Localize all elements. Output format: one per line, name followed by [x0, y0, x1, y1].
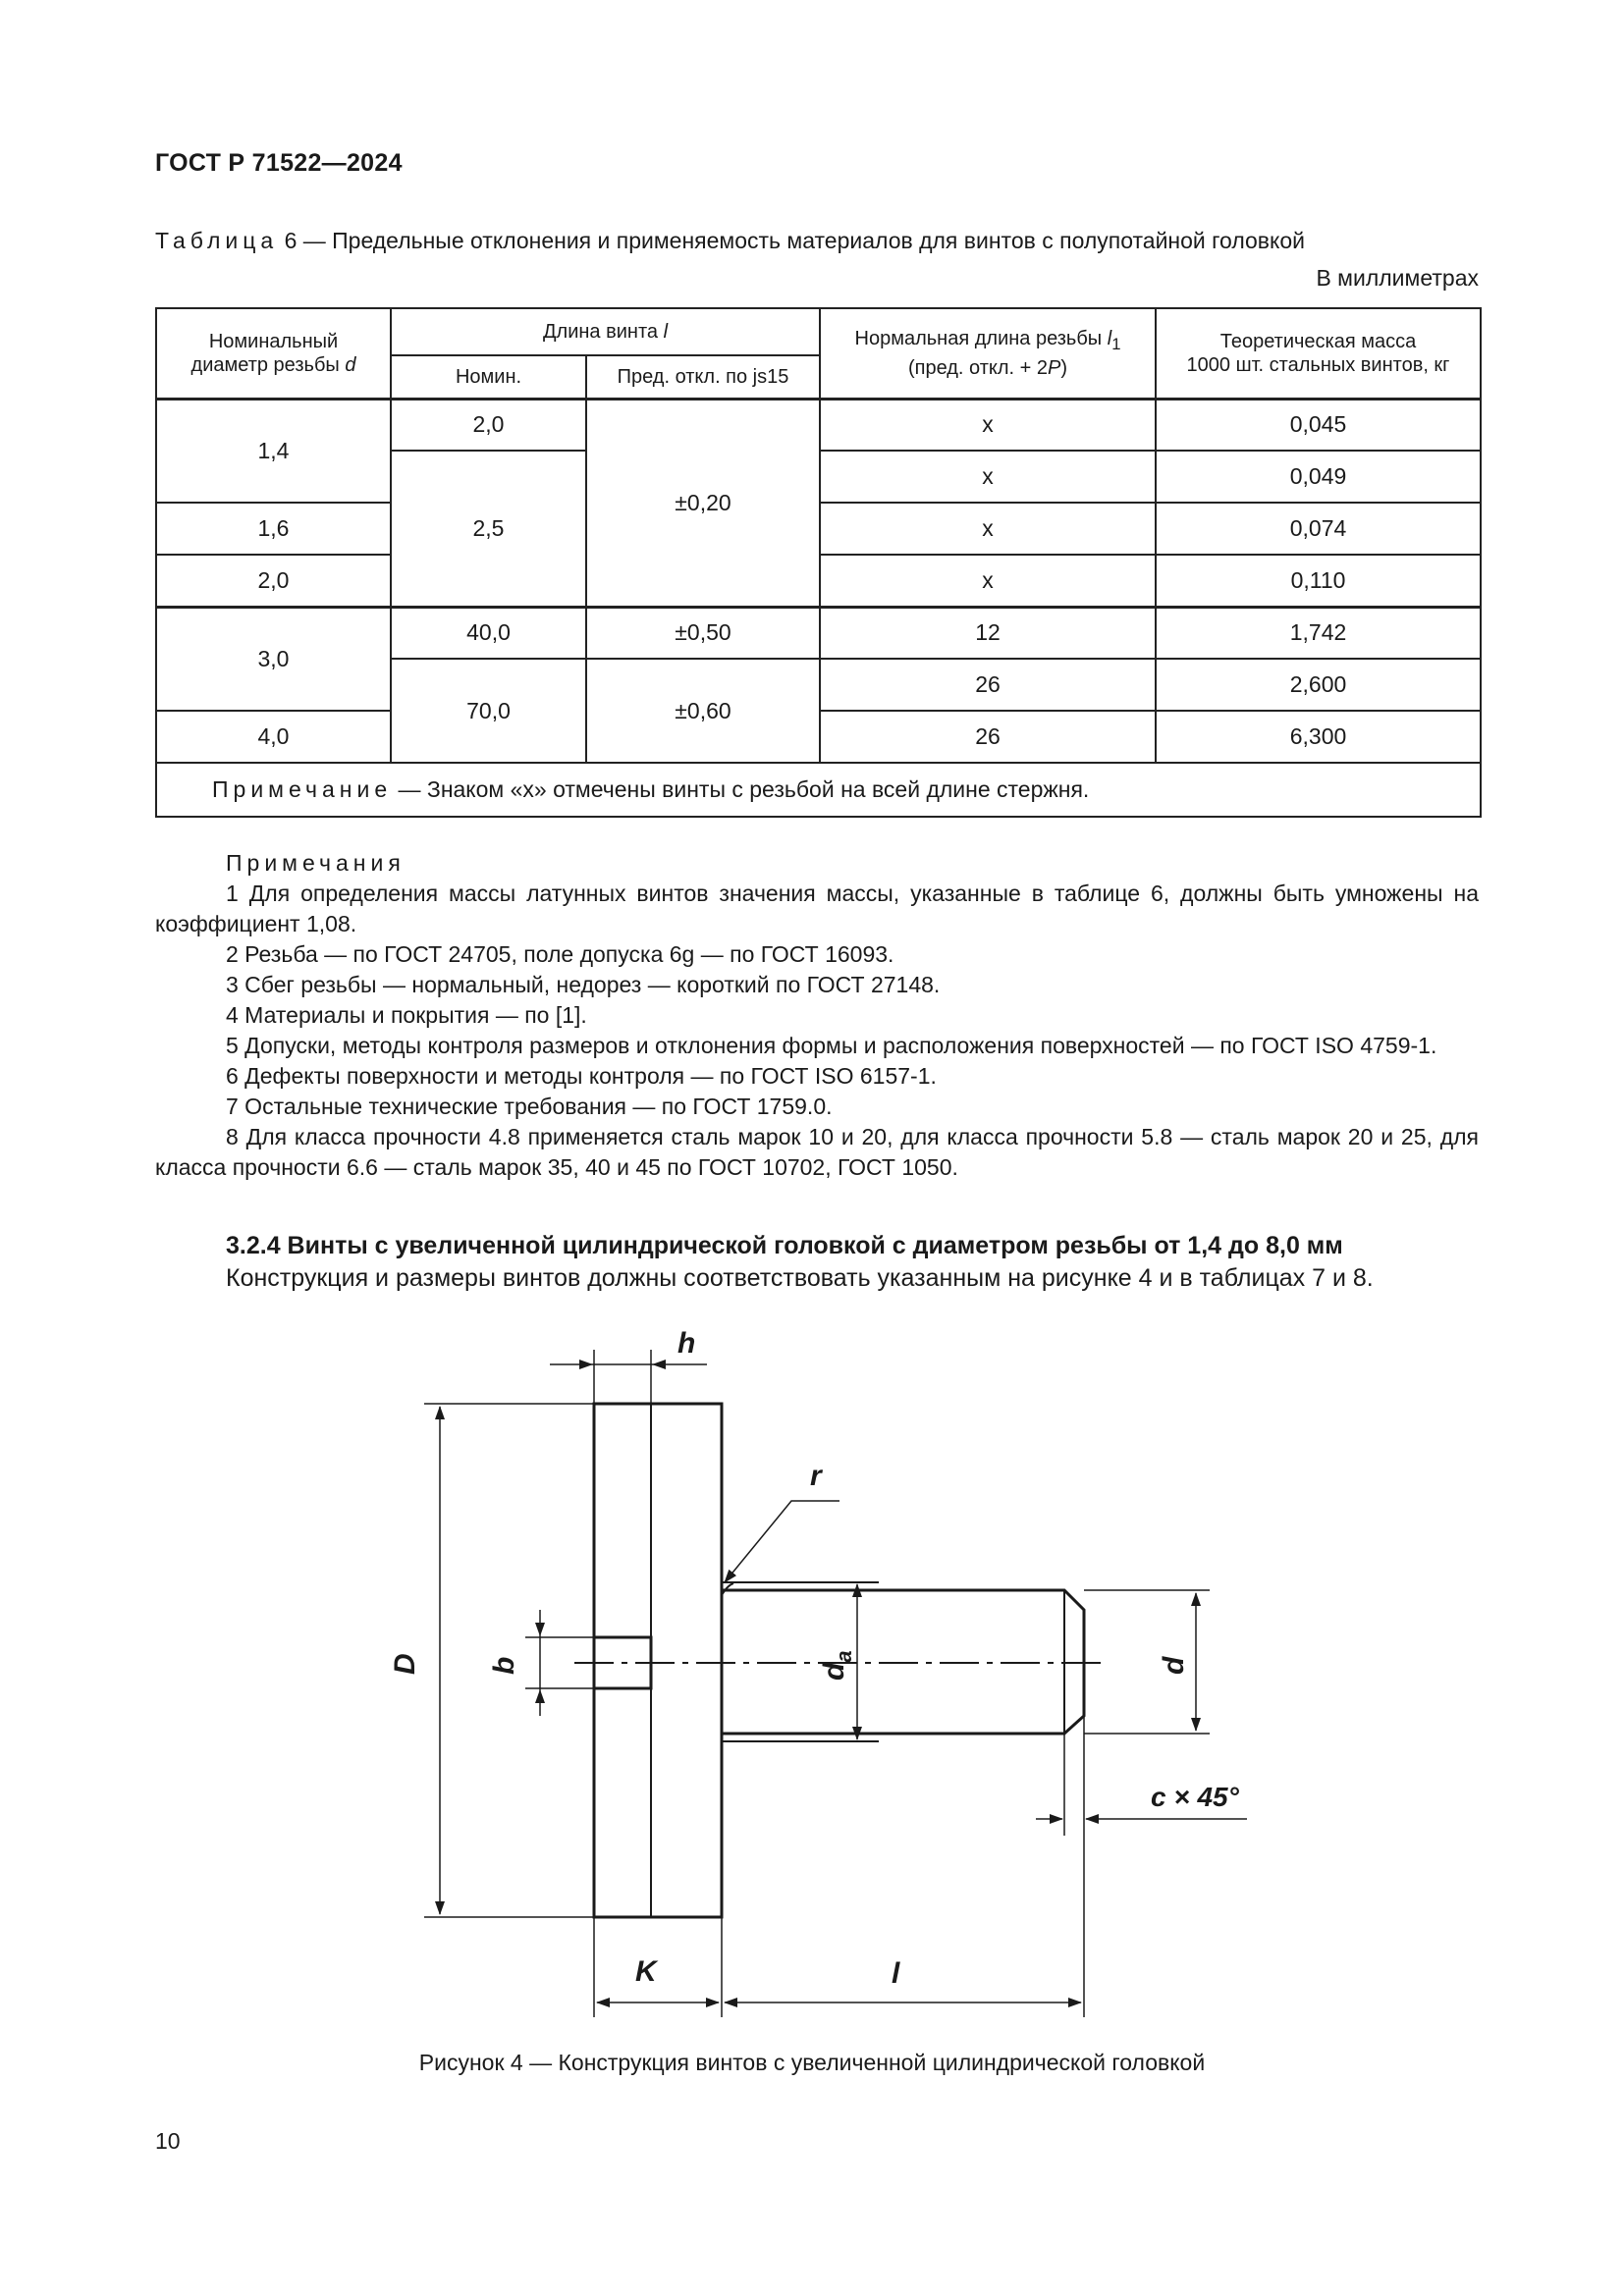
document-header: ГОСТ Р 71522—2024 — [155, 149, 403, 177]
cell-length: 2,0 — [391, 399, 586, 451]
label-K: K — [635, 1955, 657, 1988]
label-da: $d_a$ — [818, 1650, 856, 1681]
label-b: b — [488, 1656, 520, 1675]
label-r: r — [810, 1460, 822, 1492]
table-units: В миллиметрах — [1316, 265, 1479, 291]
screw-drawing — [0, 1315, 1624, 2042]
cell-thread: x — [820, 555, 1156, 607]
cell-thread: x — [820, 451, 1156, 503]
cell-thread: 26 — [820, 711, 1156, 763]
note-item: 6 Дефекты поверхности и методы контроля — по ГОСТ ISO 6157-1. — [226, 1063, 937, 1089]
cell-thread: 26 — [820, 659, 1156, 711]
header-mass: Теоретическая масса 1000 шт. стальных винтов, кг — [1156, 308, 1481, 399]
cell-mass: 0,110 — [1156, 555, 1481, 607]
note-item: 2 Резьба — по ГОСТ 24705, поле допуска 6g — по ГОСТ 16093. — [226, 941, 894, 967]
header-thread-length: Нормальная длина резьбы $l_1$ (пред. откл. + 2P) — [820, 308, 1156, 399]
notes-title: Примечания — [226, 850, 406, 876]
label-h: h — [677, 1327, 696, 1360]
leader-r — [725, 1501, 839, 1582]
cell-thread: x — [820, 503, 1156, 555]
section-heading: 3.2.4 Винты с увеличенной цилиндрической головкой с диаметром резьбы от 1,4 до 8,0 мм — [226, 1232, 1343, 1259]
cell-length: 40,0 — [391, 607, 586, 659]
note-item: 8 Для класса прочности 4.8 применяется сталь марок 10 и 20, для класса прочности 5.8 — сталь марок 20 и 25, для класса прочности 6.6 — сталь марок 35, 40 и 45 по ГОСТ 10702, ГОСТ 1050. — [155, 1124, 1479, 1180]
table-caption — [155, 226, 1479, 255]
table-note: Примечание — Знаком «x» отмечены винты с резьбой на всей длине стержня. — [156, 763, 1481, 817]
cell-mass: 0,045 — [1156, 399, 1481, 451]
section-text: Конструкция и размеры винтов должны соответствовать указанным на рисунке 4 и в таблицах 7 и 8. — [226, 1264, 1374, 1292]
figure-caption: Рисунок 4 — Конструкция винтов с увеличенной цилиндрической головкой — [418, 2050, 1206, 2075]
cell-mass: 1,742 — [1156, 607, 1481, 659]
cell-length: 70,0 — [391, 659, 586, 763]
cell-mass: 0,049 — [1156, 451, 1481, 503]
note-item: 5 Допуски, методы контроля размеров и отклонения формы и расположения поверхностей — по ГОСТ ISO 4759-1. — [226, 1033, 1437, 1058]
cell-tolerance: ±0,60 — [586, 659, 820, 763]
cell-mass: 2,600 — [1156, 659, 1481, 711]
header-tolerance: Пред. откл. по js15 — [586, 355, 820, 399]
label-l: l — [892, 1957, 900, 1990]
cell-diameter: 1,6 — [156, 503, 391, 555]
cell-tolerance: ±0,20 — [586, 399, 820, 607]
cell-thread: 12 — [820, 607, 1156, 659]
cell-diameter: 3,0 — [156, 607, 391, 711]
page-number: 10 — [155, 2128, 181, 2154]
label-chamfer: c × 45° — [1151, 1782, 1239, 1812]
header-nominal: Номин. — [391, 355, 586, 399]
table-caption-prefix: Таблица — [155, 228, 279, 253]
label-D: D — [389, 1653, 421, 1675]
note-item: 4 Материалы и покрытия — по [1]. — [226, 1002, 587, 1028]
cell-diameter: 1,4 — [156, 399, 391, 503]
cell-tolerance: ±0,50 — [586, 607, 820, 659]
cell-length: 2,5 — [391, 451, 586, 607]
label-d: d — [1158, 1656, 1190, 1675]
cell-diameter: 4,0 — [156, 711, 391, 763]
cell-mass: 6,300 — [1156, 711, 1481, 763]
section-3-2-4 — [155, 1230, 1479, 1295]
cell-mass: 0,074 — [1156, 503, 1481, 555]
note-item: 7 Остальные технические требования — по ГОСТ 1759.0. — [226, 1094, 833, 1119]
screw-head-outline — [594, 1404, 722, 1917]
table-caption-text: 6 — Предельные отклонения и применяемость материалов для винтов с полупотайной головкой — [278, 228, 1305, 253]
cell-diameter: 2,0 — [156, 555, 391, 607]
note-item: 3 Сбег резьбы — нормальный, недорез — короткий по ГОСТ 27148. — [226, 972, 941, 997]
cell-thread: x — [820, 399, 1156, 451]
header-length: Длина винта l — [391, 308, 820, 355]
note-item: 1 Для определения массы латунных винтов значения массы, указанные в таблице 6, должны быть умножены на коэффициент 1,08. — [155, 881, 1479, 936]
notes-block — [155, 848, 1479, 1183]
tolerance-table — [155, 307, 1482, 818]
header-diameter: Номинальный диаметр резьбы d — [156, 308, 391, 399]
